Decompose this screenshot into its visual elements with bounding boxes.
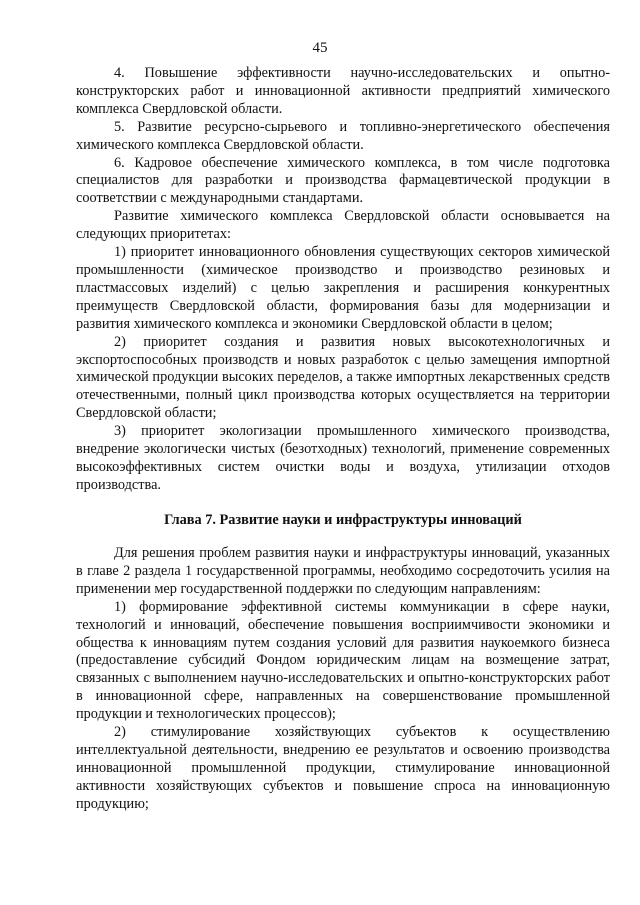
- paragraph-priority-3: 3) приоритет экологизации промышленного химического производства, внедрение экологически чистых (безотходных) технологий, применение современных высокоэффективных систем очистки воды и воздуха, утилизации отходов производства.: [76, 423, 610, 493]
- page-number: 45: [312, 40, 328, 56]
- paragraph-task-6: 6. Кадровое обеспечение химического комплекса, в том числе подготовка специалистов для разработки и производства фармацевтической продукции в соответствии с международными стандартами.: [76, 154, 610, 207]
- paragraph-direction-1: 1) формирование эффективной системы коммуникации в сфере науки, технологий и инноваций, обеспечение повышения восприимчивости экономики и общества к инновациям путем создания условий для развития наукоемкого бизнеса (предоставление субсидий Фондом юридическим лицам на возмещение затрат, связанных с выполнением научно-исследовательских и опытно-конструкторских работ в инновационной сфере, направленных на совершенствование промышленной продукции и технологических процессов);: [76, 598, 610, 723]
- section-text-priorities: [76, 65, 610, 495]
- paragraph-chapter-intro: Для решения проблем развития науки и инфраструктуры инноваций, указанных в главе 2 раздела 1 государственной программы, необходимо сосредоточить усилия на применении мер государственной поддержки по следующим направлениям:: [76, 545, 610, 597]
- section-text-chapter-7: [76, 545, 610, 814]
- paragraph-task-4: 4. Повышение эффективности научно-исследовательских и опытно-конструкторских работ и инновационной активности предприятий химического комплекса Свердловской области.: [76, 65, 610, 117]
- paragraph-task-5: 5. Развитие ресурсно-сырьевого и топливно-энергетического обеспечения химического комплекса Свердловской области.: [76, 118, 610, 153]
- chapter-heading: Глава 7. Развитие науки и инфраструктуры инноваций: [164, 512, 522, 528]
- paragraph-priorities-intro: Развитие химического комплекса Свердловской области основывается на следующих приоритетах:: [76, 208, 610, 243]
- paragraph-priority-2: 2) приоритет создания и развития новых высокотехнологичных и экспортоспособных производств и новых разработок с целью замещения импортной химической продукции высоких переделов, а также импортных лекарственных средств отечественными, полный цикл производства которых осуществляется на территории Свердловской области;: [76, 333, 610, 422]
- paragraph-priority-1: 1) приоритет инновационного обновления существующих секторов химической промышленности (химическое производство и производство резиновых и пластмассовых изделий) с целью закрепления и расширения конкурентных преимуществ Свердловской области, формирования базы для модернизации и развития химического комплекса и экономики Свердловской области в целом;: [76, 244, 610, 332]
- paragraph-direction-2: 2) стимулирование хозяйствующих субъектов к осуществлению интеллектуальной деятельности, внедрению ее результатов и освоению производства инновационной промышленной продукции, стимулирование инновационной активности хозяйствующих субъектов и повышение спроса на инновационную продукцию;: [76, 724, 610, 812]
